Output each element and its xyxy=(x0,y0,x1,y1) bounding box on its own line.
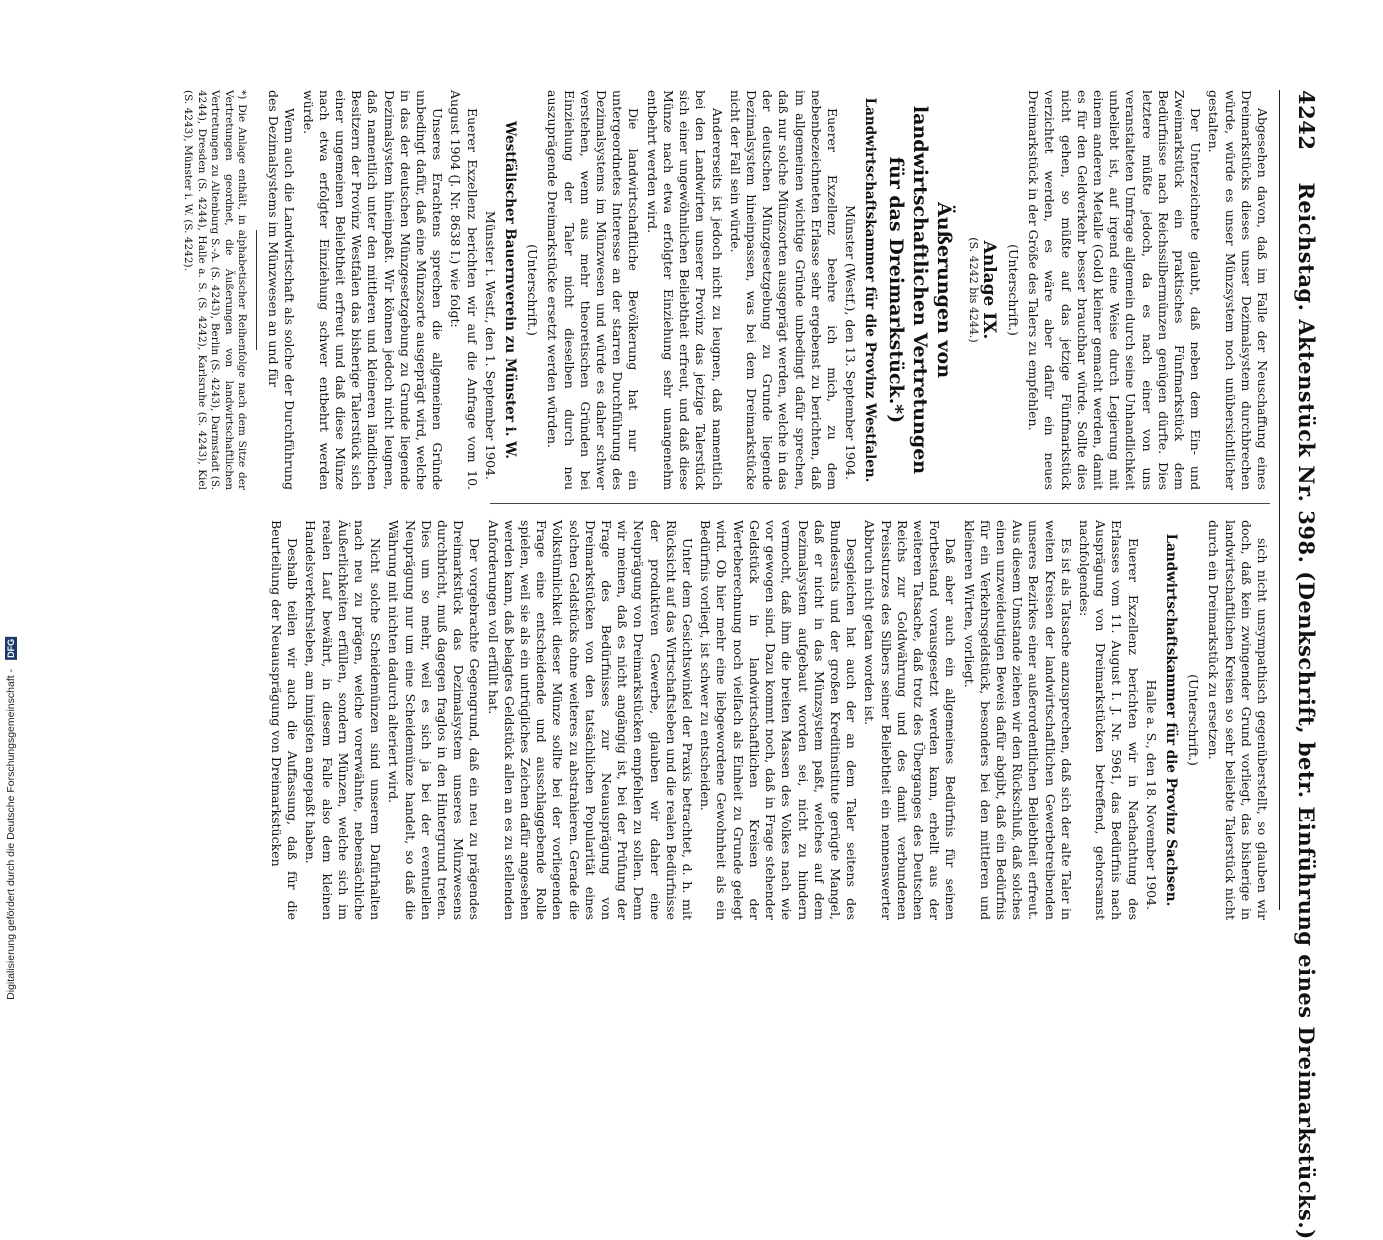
paragraph: Daß aber auch ein allgemeines Bedürfnis für seinen Fortbestand vorausgesetzt werden kann, erhellt aus der weiteren Tatsache, daß trotz des Überganges des Deutschen Reichs zur Goldwährung und des damit verbundenen Preissturzes des Silbers seiner Beliebtheit ein nennenswerter Abbruch nicht getan worden ist. xyxy=(862,520,959,920)
main-heading: Äußerungen von landwirtschaftlichen Vertretungen für das Dreimarkstück.*) xyxy=(885,105,956,475)
place-date: Halle a. S., den 18. November 1904. xyxy=(1143,679,1159,910)
credit-text xyxy=(5,629,17,1000)
right-column xyxy=(269,520,1270,920)
paragraph: Wenn auch die Landwirtschaft als solche der Durchführung des Dezimalsystems im Münzwesen an und für xyxy=(266,90,298,490)
anlage-pages: (S. 4242 bis 4244.) xyxy=(966,237,980,343)
paragraph: Deshalb teilen wir auch die Auffassung, daß für die Beurteilung der Neuausprägung von Dreimarkstücken xyxy=(269,520,301,920)
section-heading: Landwirtschaftskammer für die Provinz Westfalen. xyxy=(862,97,879,483)
signature-note: (Unterschrift.) xyxy=(525,244,541,336)
column-separator xyxy=(490,503,1270,504)
footnote-text: *) Die Anlage enthält, in alphabetischer Reihenfolge nach dem Sitze der Vertretungen geordnet, die Äußerungen von landwirtschaftlichen Vertretungen zu Altenburg S.-A. (S. 4243), Berlin (S. 4243), Darmstadt (S. 4244), Dresden (S. 4244), Halle a. S. (S. 4242), Karlsruhe (S. 4243), Kiel (S. 4243), Münster i. W. (S. 4242). xyxy=(182,90,249,490)
header-rule xyxy=(1279,90,1280,910)
paragraph: Desgleichen hat auch der an dem Taler seitens des Bundesrats und der großen Kreditinstitute gerügte Mangel, daß er nicht in das Münzsystem paßt, welches auf dem Dezimalsystem aufgebaut worden sei, nicht zu hindern vermocht, daß ihm die breiten Massen des Volkes nach wie vor gewogen sind. Dazu kommt noch, daß in Frage stehender Geldstück in landwirtschaftlichen Kreisen der Werteberechnung noch vielfach als Einheit zu Grunde gelegt wird. Ob hier mehr eine liebgewordene Gewohnheit als ein Bedürfnis vorliegt, ist schwer zu entscheiden. xyxy=(698,520,860,920)
signature-note: (Unterschrift.) xyxy=(1005,244,1021,336)
left-column xyxy=(182,90,1270,490)
paragraph: Der vorgebrachte Gegengrund, daß ein neu zu prägendes Dreimarkstück das Dezimalsystem unseres Münzwesens durchbricht, muß dagegen fraglos in den Hintergrund treten. Dies um so mehr, weil es sich ja bei der eventuellen Neuprägung nur um eine Scheidemünze handelt, so daß die Währung mit nichten dadurch alteriert wird. xyxy=(386,520,483,920)
rotated-sheet xyxy=(52,50,1332,1240)
section-heading: Landwirtschaftskammer für die Provinz Sachsen. xyxy=(1162,533,1179,907)
header-title: Reichstag. Aktenstück Nr. 398. (Denkschrift, betr. Einführung eines Dreimarkstücks.) xyxy=(1294,182,1319,1240)
dfg-logo: DFG xyxy=(6,639,16,659)
paragraph: Euerer Exzellenz beehre ich mich, zu dem nebenbezeichneten Erlasse sehr ergebenst zu berichten, daß im allgemeinen wichtige Gründe unbedingt dafür sprechen, daß nur solche Münzsorten ausgeprägt werden, welche in das der deutschen Münzgesetzgebung zu Grunde liegende Dezimalsystem hineinpassen, was bei dem Dreimarkstücke nicht der Fall sein würde. xyxy=(727,90,840,490)
paragraph: Unter dem Gesichtswinkel der Praxis betrachtet, d. h. mit Rücksicht auf das Wirtschaftsleben und die realen Bedürfnisse der produktiven Gewerbe, glauben wir daher eine Neuprägung von Dreimarkstücken empfehlen zu sollen. Denn wir meinen, daß es nicht angängig ist, bei der Prüfung der Frage des Bedürfnisses zur Neuausprägung von Dreimarkstücken von den tatsächlichen Popularität eines solchen Geldstücks ohne weiteres zu abstrahieren. Gerade die Volkstümlichkeit dieser Münze sollte bei der vorliegenden Frage eine entscheidende und ausschlaggebende Rolle spielen, weil sie als ein untrügliches Zeichen dafür angesehen werden kann, daß belagtes Geldstück allen an es zu stellenden Anforderungen voll erfüllt hat. xyxy=(485,520,696,920)
paragraph: Die landwirtschaftliche Bevölkerung hat nur ein untergeordnetes Interesse an der starren Durchführung des Dezimalsystems im Münzwesen und würde es daher schwer verstehen, wenn aus mehr theoretischen Gründen bei Einziehung der Taler nicht dieselben durch neu auszuprägende Dreimarkstücke ersetzt werden würden. xyxy=(545,90,642,490)
digitization-credit xyxy=(0,0,22,1000)
credit-label: Digitalisierung gefördert durch die Deutsche Forschungsgemeinschaft - xyxy=(5,669,17,1000)
place-date: Münster i. Westf., den 1. September 1904. xyxy=(482,210,498,480)
paragraph: Andererseits ist jedoch nicht zu leugnen, daß namentlich bei den Landwirten unserer Provinz das jetzige Talerstück sich einer ungewöhnlichen Beliebtheit erfreut, und daß diese Münze nach etwa erfolgter Einziehung sehr unangenehm entbehrt werden wird. xyxy=(644,90,725,490)
paragraph: Der Unterzeichnete glaubt, daß neben dem Ein- und Zweimarkstück ein praktisches Fünfmarkstück dem Bedürfnisse nach Reichssilbermünzen genügen dürfte. Dies letztere müßte jedoch, da es nach einer von uns veranstalteten Umfrage allgemein durch seine Unhandlichkeit unbeliebt ist, auf irgend eine Weise durch Legierung mit einem anderen Metalle (Gold) kleiner gemacht werden, damit es für den Geldverkehr besser brauchbar würde. Sollte dies nicht gehen, so müßte auf das jetzige Fünfmarkstück verzichtet werden, es wäre aber dafür ein neues Dreimarkstück in der Größe des Talers zu empfehlen. xyxy=(1026,90,1204,490)
paragraph: Euerer Exzellenz berichten wir auf die Anfrage vom 10. August 1904 (J. Nr. 8638 I.) wie folgt: xyxy=(448,90,480,490)
paragraph: sich nicht unsympathisch gegenüberstellt, so glauben wir doch, daß kein zwingender Grund vorliegt, das bisherige in landwirtschaftlichen Kreisen so sehr beliebte Talerstück nicht durch ein Dreimarkstück zu ersetzen. xyxy=(1206,520,1270,920)
paragraph: Unseres Erachtens sprechen die allgemeinen Gründe unbedingt dafür, daß eine Münzsorte ausgeprägt wird, welche in das der deutschen Münzgesetzgebung zu Grunde liegende Dezimalsystem hineinpaßt. Wir können jedoch nicht leugnen, daß namentlich unter den mittleren und kleineren ländlichen Besitzern der Provinz Westfalen das bisherige Talerstück sich einer ungemeinen Beliebtheit erfreut und daß diese Münze nach etwa erfolgter Einziehung schwer entbehrt werden würde. xyxy=(300,90,446,490)
signature-note: (Unterschrift.) xyxy=(1186,674,1202,766)
page-number: 4242 xyxy=(1294,90,1319,151)
place-date: Münster (Westf.), den 13. September 1904. xyxy=(843,205,859,480)
paragraph: Abgesehen davon, daß im Falle der Neuschaffung eines Dreimarkstücks dieses unser Dezimalsystem durchbrechen würde, würde es unser Münzsystem noch unübersichtlicher gestalten. xyxy=(1206,90,1270,490)
footnote xyxy=(181,90,249,490)
paragraph: Es ist als Tatsache anzusprechen, daß sich der alte Taler in weiten Kreisen der landwirtschaftlichen Gewerbetreibenden unseres Bezirkes einer außerordentlichen Beliebtheit erfreut. Aus diesem Umstande ziehen wir den Rückschluß, daß solches einen unzweideutigen Beweis dafür abgibt, daß ein Bedürfnis für ein Verkehrsgeldstück, besonders bei den mittleren und kleineren Wirten, vorliegt. xyxy=(961,520,1074,920)
footnote-rule xyxy=(256,230,257,350)
section-heading: Westfälischer Bauernverein zu Münster i. W. xyxy=(502,121,519,459)
anlage-heading: Anlage IX. xyxy=(978,240,999,340)
paragraph: Euerer Exzellenz berichten wir in Nachachtung des Erlasses vom 11. August I. J. Nr. 5961, das Bedürfnis nach Ausprägung von Dreimarkstücken betreffend, gehorsamst nachfolgendes: xyxy=(1076,520,1141,920)
paragraph: Nicht solche Scheidemünzen sind unserem Dafürhalten nach neu zu prägen, welche vorerwähnte, nebensächliche Äußerlichkeiten erfüllen, sondern Münzen, welche sich im realen Lauf bewährt, in diesem Falle also dem kleinen Handelsverkehrsleben, am innigsten angepaßt haben. xyxy=(303,520,384,920)
running-header xyxy=(1282,90,1319,1240)
